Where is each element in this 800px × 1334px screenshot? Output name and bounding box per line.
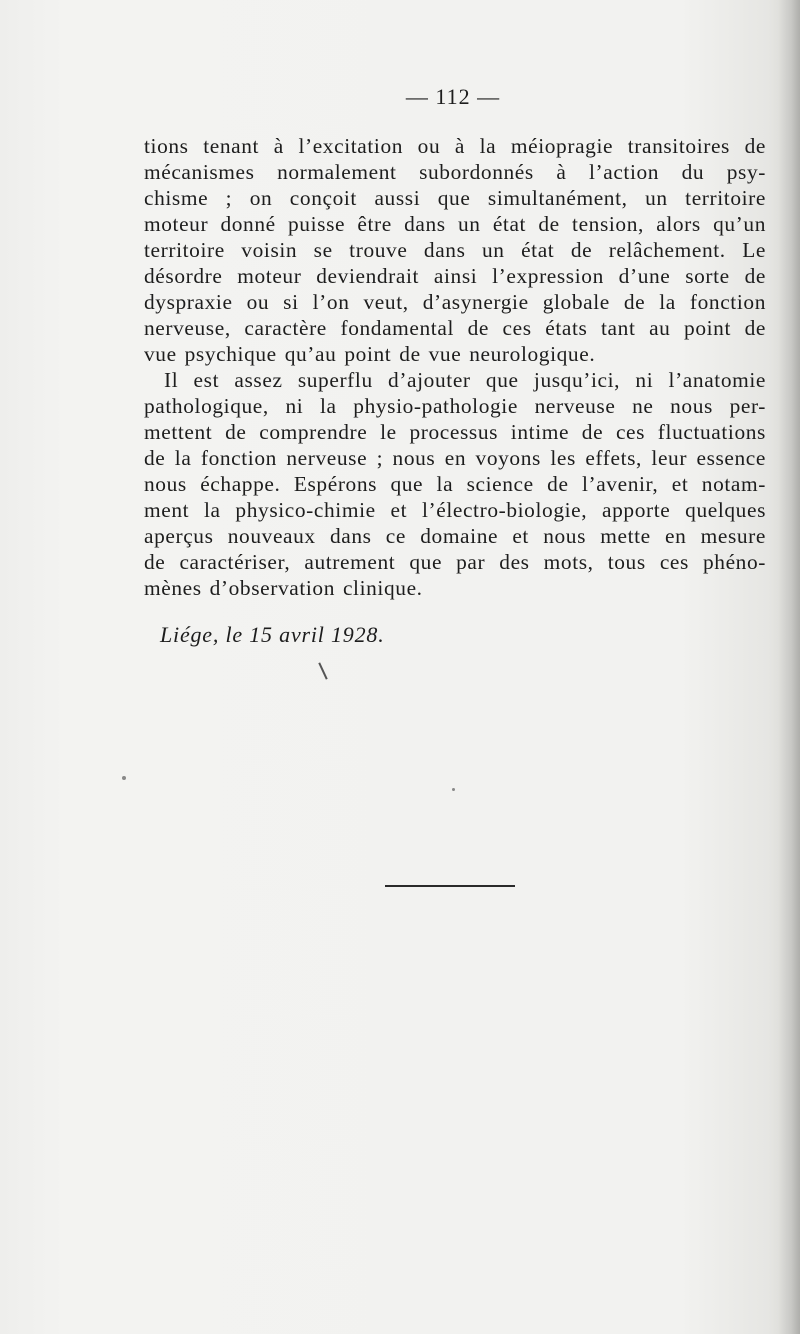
text-line: aperçus nouveaux dans ce domaine et nous mette en mesure <box>144 524 766 548</box>
text-line: de caractériser, autrement que par des mots, tous ces phéno- <box>144 550 766 574</box>
text-line: mènes d’observation clinique. <box>144 576 423 600</box>
page-edge-shadow <box>778 0 800 1334</box>
text-line: désordre moteur deviendrait ainsi l’expression d’une sorte de <box>144 264 766 288</box>
text-line: tions tenant à l’excitation ou à la méiopragie transitoires de <box>144 134 766 158</box>
paragraph-2 <box>144 367 766 601</box>
text-line: mécanismes normalement subordonnés à l’action du psy- <box>144 160 766 184</box>
text-line: mettent de comprendre le processus intime de ces fluctuations <box>144 420 766 444</box>
place-date-signature: Liége, le 15 avril 1928. <box>160 622 385 647</box>
text-line: nerveuse, caractère fondamental de ces états tant au point de <box>144 316 766 340</box>
text-line: de la fonction nerveuse ; nous en voyons les effets, leur essence <box>144 446 766 470</box>
end-rule <box>385 885 515 887</box>
body-text <box>144 133 766 601</box>
text-line: moteur donné puisse être dans un état de tension, alors qu’un <box>144 212 766 236</box>
text-line: nous échappe. Espérons que la science de l’avenir, et notam- <box>144 472 766 496</box>
speck <box>452 788 455 791</box>
text-line: territoire voisin se trouve dans un état de relâchement. Le <box>144 238 766 262</box>
stray-mark <box>318 662 327 679</box>
text-line: chisme ; on conçoit aussi que simultanément, un territoire <box>144 186 766 210</box>
text-line: dyspraxie ou si l’on veut, d’asynergie globale de la fonction <box>144 290 766 314</box>
text-line: Il est assez superflu d’ajouter que jusqu’ici, ni l’anatomie <box>164 368 766 392</box>
text-line: vue psychique qu’au point de vue neurologique. <box>144 342 596 366</box>
page-number: — 112 — <box>405 84 501 109</box>
speck <box>122 776 126 780</box>
paragraph-1 <box>144 133 766 367</box>
text-line: ment la physico-chimie et l’électro-biologie, apporte quelques <box>144 498 766 522</box>
text-line: pathologique, ni la physio-pathologie nerveuse ne nous per- <box>144 394 766 418</box>
